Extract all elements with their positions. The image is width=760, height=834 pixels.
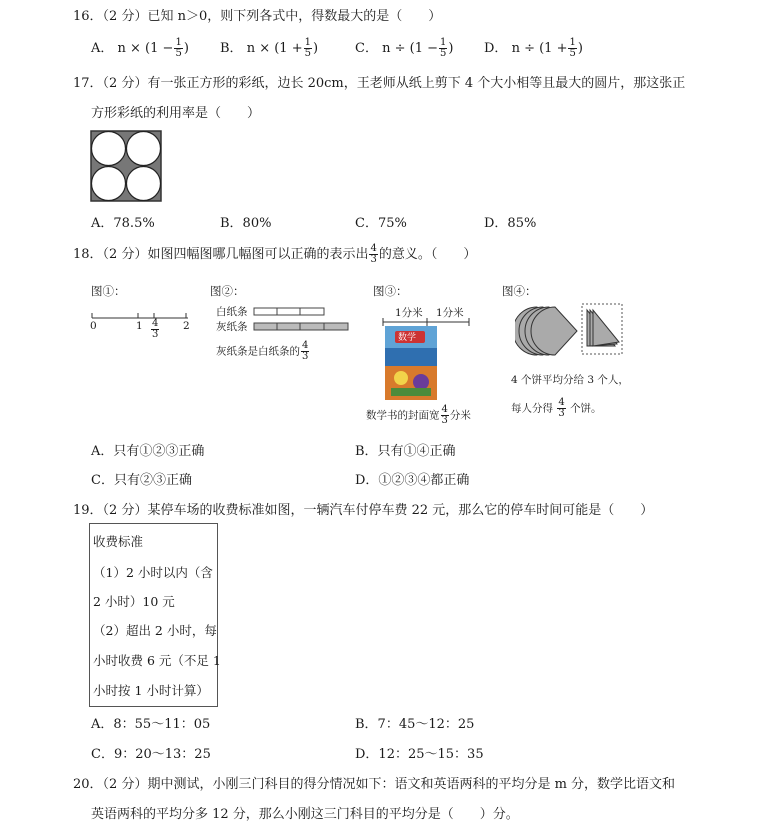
fig1-tick-0: 0 [90, 320, 97, 332]
fig2-gray-label: 灰纸条 [216, 321, 248, 333]
q18-option-c[interactable]: C．只有②③正确 [91, 473, 192, 488]
fig3-dim1: 1分米 [395, 307, 423, 319]
fig2-caption: 灰纸条是白纸条的 $\frac{4}{3}$ [216, 340, 309, 362]
fig1-tick-2: 2 [183, 320, 190, 332]
q18-option-d[interactable]: D．①②③④都正确 [355, 473, 470, 488]
q18-stem: 18．（2 分）如图四幅图哪几幅图可以正确的表示出 $\frac{4}{3}$ 的意义。（ ） [73, 243, 477, 265]
q16-option-d[interactable]: D． n ÷ (1 + $\frac{1}{5}$ ) [484, 37, 583, 59]
fee-box-line: 小时按 1 小时计算） [93, 683, 209, 698]
fee-box-line: 2 小时）10 元 [93, 594, 175, 609]
q19-option-c[interactable]: C．9：20～13：25 [91, 747, 211, 762]
fig2-white-label: 白纸条 [216, 306, 248, 318]
q17-option-d[interactable]: D．85% [484, 216, 537, 231]
q19-option-b[interactable]: B．7：45～12：25 [355, 717, 475, 732]
q17-stem-line2: 方形彩纸的利用率是（ ） [91, 106, 261, 121]
fraction: $\frac{1}{5}$ [304, 37, 311, 59]
fig2-strips [253, 306, 351, 332]
fig4-pancakes [515, 302, 627, 358]
q19-option-a[interactable]: A．8：55～11：05 [91, 717, 211, 732]
fraction: $\frac{1}{5}$ [440, 37, 447, 59]
square-circles-figure [90, 130, 162, 202]
q20-stem-line1: 20．（2 分）期中测试，小刚三门科目的得分情况如下：语文和英语两科的平均分是 m 分，数学比语文和 [73, 777, 676, 792]
q17-option-c[interactable]: C．75% [355, 216, 407, 231]
q16-option-c[interactable]: C． n ÷ (1 − $\frac{1}{5}$ ) [355, 37, 454, 59]
q18-option-a[interactable]: A．只有①②③正确 [91, 444, 205, 459]
fig4-caption1: 4 个饼平均分给 3 个人， [511, 374, 629, 386]
q19-option-d[interactable]: D．12：25～15：35 [355, 747, 484, 762]
fig1-tick-1: 1 [136, 320, 143, 332]
fig3-caption: 数学书的封面宽 $\frac{4}{3}$ 分米 [366, 404, 471, 426]
q17-stem-line1: 17．（2 分）有一张正方形的彩纸，边长 20cm，王老师从纸上剪下 4 个大小相等且最大的圆片，那这张正 [73, 76, 686, 91]
fraction: $\frac{1}{5}$ [569, 37, 576, 59]
q19-stem: 19．（2 分）某停车场的收费标准如图，一辆汽车付停车费 22 元，那么它的停车时间可能是（ ） [73, 503, 654, 518]
fig2-title: 图②： [210, 284, 245, 298]
q17-option-b[interactable]: B．80% [220, 216, 272, 231]
q20-stem-line2: 英语两科的平均分多 12 分，那么小刚这三门科目的平均分是（ ）分。 [91, 807, 519, 822]
fee-box-line: （2）超出 2 小时，每 [93, 623, 217, 638]
fig3-title: 图③： [373, 284, 408, 298]
fig4-caption2: 每人分得 $\frac{4}{3}$ 个饼。 [511, 397, 602, 419]
fig3-dim2: 1分米 [436, 307, 464, 319]
fig1-title: 图①： [91, 284, 126, 298]
q16-stem: 16．（2 分）已知 n＞0，则下列各式中，得数最大的是（ ） [73, 9, 442, 24]
fee-box-line: （1）2 小时以内（含 [93, 565, 213, 580]
fee-box-line: 小时收费 6 元（不足 1 [93, 653, 221, 668]
book-title: 数学 [398, 333, 417, 343]
fee-box-line: 收费标准 [93, 534, 144, 549]
q17-option-a[interactable]: A．78.5% [91, 216, 155, 231]
fig1-fraction: $\frac{4}{3}$ [152, 318, 159, 340]
fig4-title: 图④： [502, 284, 537, 298]
fee-standard-box [89, 523, 221, 707]
fraction: $\frac{4}{3}$ [370, 243, 377, 265]
q16-option-b[interactable]: B． n × (1 + $\frac{1}{5}$ ) [220, 37, 319, 59]
fraction: $\frac{1}{5}$ [175, 37, 182, 59]
q16-option-a[interactable]: A． n × (1 − $\frac{1}{5}$ ) [91, 37, 189, 59]
fig1-number-line [88, 310, 198, 332]
q18-option-b[interactable]: B．只有①④正确 [355, 444, 456, 459]
